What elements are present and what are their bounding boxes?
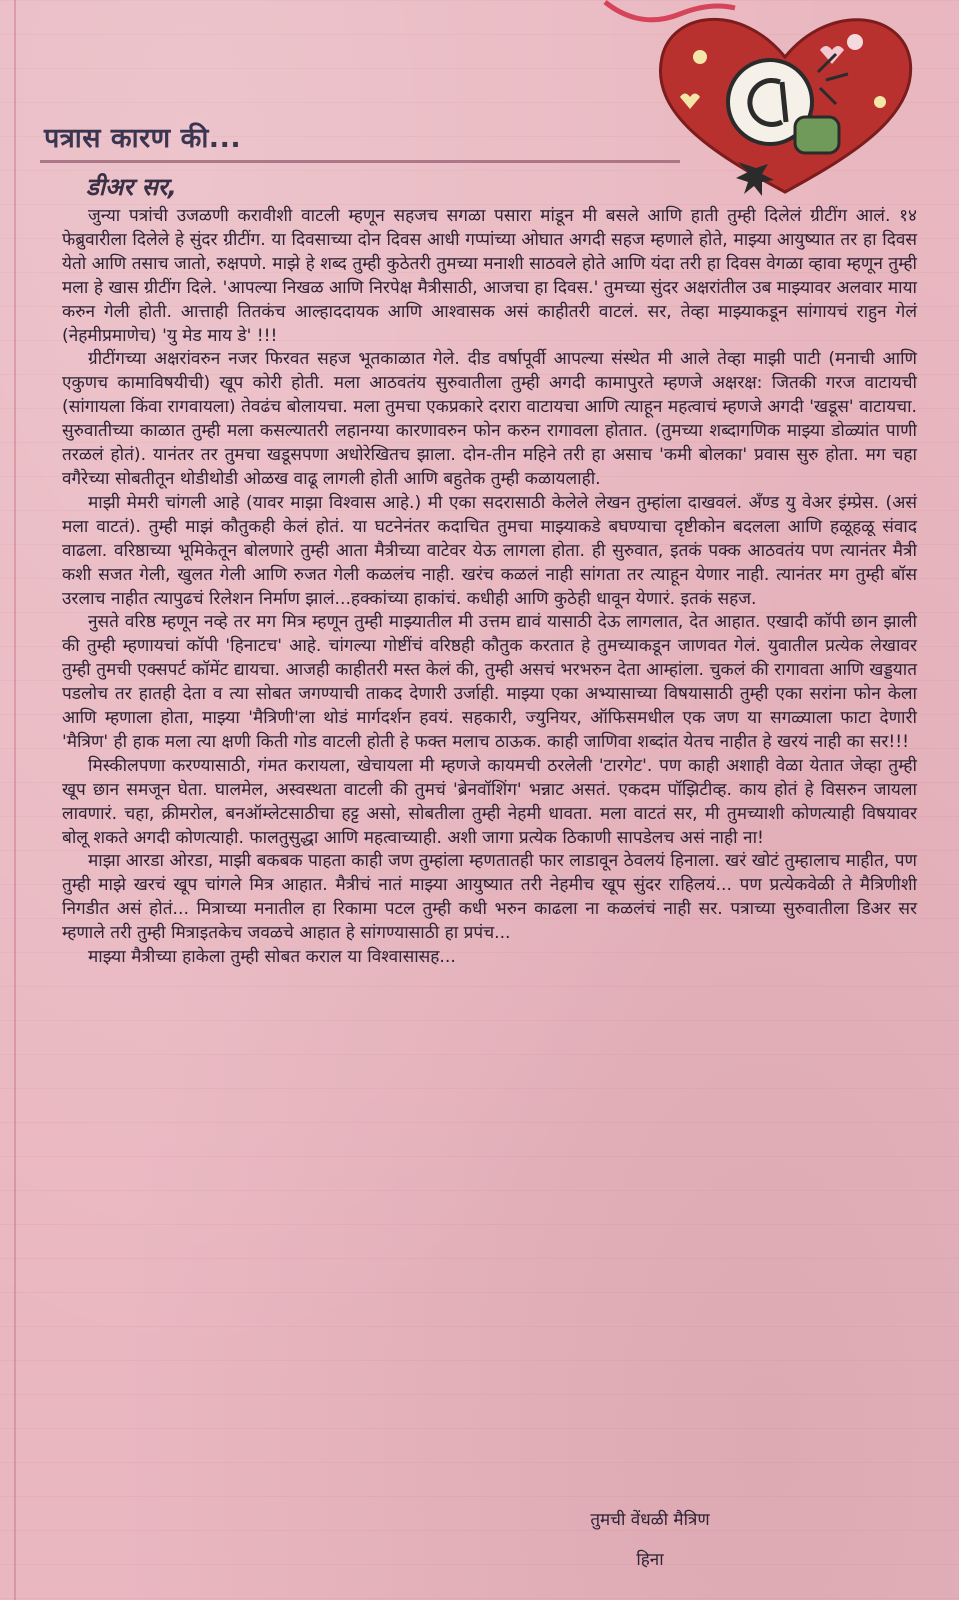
paragraph-5: मिस्कीलपणा करण्यासाठी, गंमत करायला, खेचायला मी म्हणजे कायमची ठरलेली 'टारगेट'. पण काही अशाही वेळा येतात जेव्हा तुम्ही खूप छान समजून घेता. घालमेल, अस्वस्थता वाटली की तुमचं 'ब्रेनवॉशिंग' भन्नाट असतं. एकदम पॉझिटीव्ह. काय होतं हे विसरुन जायला लावणारं. चहा, क्रीमरोल, बनऑम्लेटसाठीचा हट्ट असो, सोबतीला तुम्ही नेहमी धावता. मला वाटतं सर, मी तुमच्याशी कोणत्याही विषयावर बोलू शकते अगदी कोणत्याही. फालतुसुद्धा आणि महत्वाच्याही. अशी जागा प्रत्येक ठिकाणी सापडेलच असं नाही ना!	[62, 755, 917, 848]
paragraph-2: ग्रीटींगच्या अक्षरांवरुन नजर फिरवत सहज भूतकाळात गेले. दीड वर्षापूर्वी आपल्या संस्थेत मी आले तेव्हा माझी पाटी (मनाची आणि एकुणच कामाविषयीची) खूप कोरी होती. मला आठवतंय सुरुवातीला तुम्ही अगदी कामापुरते म्हणजे अक्षरक्ष: जितकी गरज वाटायची (सांगायला किंवा रागवायला) तेवढंच बोलायचा. मला तुमचा एकप्रकारे दरारा वाटायचा आणि त्याहून महत्वाचं म्हणजे अगदी 'खडूस' वाटायचा. सुरुवातीच्या काळात तुम्ही मला कसल्यातरी लहानग्या कारणावरुन फोन करुन रागावला होतात. (तुमच्या शब्दागणिक माझ्या डोळ्यांत पाणी तरळलं होतं). यानंतर तर तुमचा खडूसपणा अधोरेखितच झाला. दोन-तीन महिने तरी हा असाच 'कमी बोलका' प्रवास सुरु होता. मग चहा वगैरेच्या सोबतीतून थोडीथोडी ओळख वाढू लागली होती आणि बहुतेक तुम्ही कळायलाही.	[62, 349, 917, 489]
signoff-line: तुमची वेंधळी मैत्रिण	[590, 1510, 710, 1530]
heading-underline	[40, 160, 680, 163]
paragraph-1: जुन्या पत्रांची उजळणी करावीशी वाटली म्हणून सहजच सगळा पसारा मांडून मी बसले आणि हाती तुम्ही दिलेलं ग्रीटींग आलं. १४ फेब्रुवारीला दिलेले हे सुंदर ग्रीटींग. या दिवसाच्या दोन दिवस आधी गप्पांच्या ओघात अगदी सहज म्हणाले होते, माझ्या आयुष्यात तर हा दिवस येतो आणि तसाच जातो, रुक्षपणे. माझे हे शब्द तुम्ही कुठेतरी तुमच्या मनाशी साठवले होते आणि यंदा तरी हा दिवस वेगळा व्हावा म्हणून तुम्ही मला हे खास ग्रीटींग दिले. 'आपल्या निखळ आणि निरपेक्ष मैत्रीसाठी, आजचा हा दिवस.' तुमच्या सुंदर अक्षरांतील उब माझ्यावर अलवार माया करुन गेली होती. आत्ताही तितकंच आल्हाददायक आणि आश्वासक असं काहीतरी वाटलं. सर, तेव्हा माझ्याकडून सांगायचं राहुन गेलं (नेहमीप्रमाणेच) 'यु मेड माय डे' !!!	[62, 206, 917, 346]
letter-body	[62, 205, 917, 970]
salutation: डीअर सर,	[86, 173, 177, 201]
paragraph-3: माझी मेमरी चांगली आहे (यावर माझा विश्वास आहे.) मी एका सदरासाठी केलेले लेखन तुम्हांला दाखवलं. अँण्ड यु वेअर इंम्प्रेस. (असं मला वाटतं). तुम्ही माझं कौतुकही केलं होतं. या घटनेनंतर कदाचित तुमचा माझ्याकडे बघण्याचा दृष्टीकोन बदलला आणि हळूहळू संवाद वाढला. वरिष्ठाच्या भूमिकेतून बोलणारे तुम्ही आता मैत्रीच्या वाटेवर येऊ लागला होता. ही सुरुवात, इतकं पक्क आठवतंय पण त्यानंतर मैत्री कशी सजत गेली, खुलत गेली आणि रुजत गेली कळलंच नाही. खरंच कळलं नाही सांगता तर त्याहून येणार नाही. त्यानंतर मग तुम्ही बॉस उरलाच नाहीत त्यापुढचं रिलेशन निर्माण झालं...हक्कांच्या हाकांचं. कधीही आणि कुठेही धावून येणारं. इतकं सहज.	[62, 492, 917, 609]
signature-block	[520, 1500, 780, 1580]
signature-name: हिना	[636, 1550, 664, 1570]
margin-rule	[14, 0, 16, 1600]
paragraph-6: माझा आरडा ओरडा, माझी बकबक पाहता काही जण तुम्हांला म्हणतातही फार लाडावून ठेवलयं हिनाला. खरं खोटं तुम्हालाच माहीत, पण तुम्ही माझे खरचं खूप चांगले मित्र आहात. मैत्रीचं नातं माझ्या आयुष्यात तरी नेहमीच खूप सुंदर राहिलयं... पण प्रत्येकवेळी ते मैत्रिणीशी निगडीत असं होतं... मित्राच्या मनातील हा रिकामा पटल तुम्ही कधी भरुन काढला ना कळलंचं नाही सर. पत्राच्या सुरुवातीला डिअर सर म्हणाले तरी तुम्ही मित्राइतकेच जवळचे आहात हे सांगण्यासाठी हा प्रपंच...	[62, 851, 917, 944]
paragraph-4: नुसते वरिष्ठ म्हणून नव्हे तर मग मित्र म्हणून तुम्ही माझ्यातील मी उत्तम द्यावं यासाठी देऊ लागलात, देत आहात. एखादी कॉपी छान झाली की तुम्ही म्हणायचां कॉपी 'हिनाटच' आहे. चांगल्या गोष्टींचं वरिष्ठही कौतुक करतात हे तुमच्याकडून जाणवत गेलं. युवातील प्रत्येक लेखावर तुम्ही तुमची एक्सपर्ट कॉमेंट द्यायचा. आजही काहीतरी मस्त केलं की, तुम्ही असचं भरभरुन देता आम्हांला. चुकलं की रागावता आणि खड्डयात पडलोच तर हातही देता व त्या सोबत जगण्याची ताकद देणारी उर्जाही. माझ्या एका अभ्यासाच्या विषयासाठी तुम्ही एका सरांना फोन केला आणि म्हणाला होता, माझ्या 'मैत्रिणी'ला थोडं मार्गदर्शन हवयं. सहकारी, ज्युनियर, ऑफिसमधील एक जण या सगळ्याला फाटा देणारी 'मैत्रिण' ही हाक मला त्या क्षणी किती गोड वाटली होती हे फक्त मलाच ठाऊक. काही जाणिवा शब्दांत येतच नाहीत हे खरयं नाही का सर!!!	[62, 612, 917, 752]
paragraph-7: माझ्या मैत्रीच्या हाकेला तुम्ही सोबत कराल या विश्वासासह...	[88, 947, 456, 968]
heart-illustration	[640, 2, 930, 202]
letter-heading: पत्रास कारण की...	[44, 123, 242, 154]
